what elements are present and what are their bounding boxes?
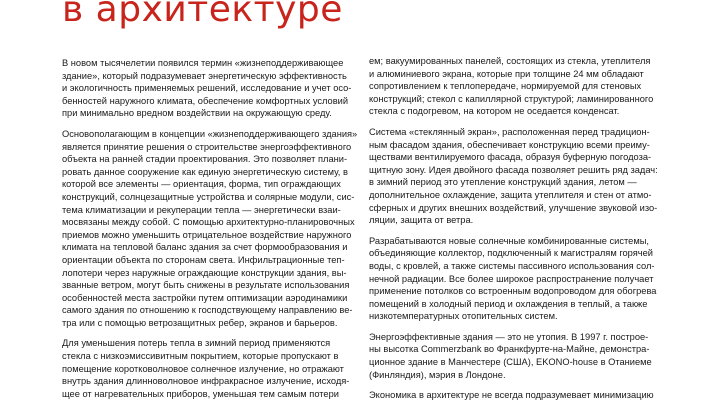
text-line: конструкций, солнцезащитные устройства и солярные модули, сис- bbox=[62, 191, 355, 202]
text-line: самого здания по отношению к господствующему направлению ве- bbox=[62, 305, 353, 316]
text-line: особенностей места застройки путем оптимизации аэродинамики bbox=[62, 292, 348, 303]
text-line: Экономика в архитектуре не всегда подразумевает минимизацию bbox=[369, 390, 654, 401]
text-line: в зимний период это утепление конструкций здания, летом — bbox=[369, 177, 637, 188]
text-line: воды, с кровлей, а также системы пассивного использования сол- bbox=[369, 260, 655, 271]
text-line: стекла с подогревом, на котором не оседается конденсат. bbox=[369, 106, 620, 117]
text-line: ляции, защита от ветра. bbox=[369, 215, 474, 226]
text-line: при минимально вредном воздействии на окружающую среду. bbox=[62, 108, 332, 119]
text-line: бенностей наружного климата, обеспечение комфортных условий bbox=[62, 95, 349, 106]
text-line: является принятие решения о строительстве энергоэффективного bbox=[62, 141, 352, 152]
text-line: Для уменьшения потерь тепла в зимний период применяются bbox=[62, 338, 331, 349]
text-line: званные ветром, могут быть снижены в результате использования bbox=[62, 280, 350, 291]
text-line: лопотери через наружные ограждающие конструкции здания, вы- bbox=[62, 267, 347, 278]
paragraph bbox=[62, 337, 357, 400]
text-line: стекла с низкоэмиссивитным покрытием, которые пропускают в bbox=[62, 351, 339, 362]
paragraph bbox=[62, 57, 357, 120]
text-line: приемов можно уменьшить отрицательное воздействие наружного bbox=[62, 229, 352, 240]
paragraph bbox=[62, 128, 357, 330]
paragraph bbox=[369, 55, 664, 118]
text-line: климата на тепловой баланс здания за счет формообразования и bbox=[62, 242, 348, 253]
text-line: сферных и других внешних воздействий, улучшение звуковой изо- bbox=[369, 202, 658, 213]
text-line: здание», который подразумевает энергетическую эффективность bbox=[62, 70, 347, 81]
text-line: тема климатизации и рекуперации тепла — энергетически взаи- bbox=[62, 204, 341, 215]
text-line: щитную зону. Идея двойного фасада позволяет решить ряд задач: bbox=[369, 164, 658, 175]
text-line: ровать данное сооружение как единую энергетическую систему, в bbox=[62, 166, 348, 177]
text-line: щее от нагревательных приборов, уменьшая тем самым потери bbox=[62, 388, 339, 399]
text-line: конструкций; стекол с капиллярной структурой; ламинированного bbox=[369, 93, 654, 104]
text-line: объединяющие коллектор, подключенный к магистралям горячей bbox=[369, 248, 653, 259]
text-line: ционное здание в Манчестере (США), EKONO-house в Отаниеме bbox=[369, 357, 652, 368]
text-line: В новом тысячелетии появился термин «жизнеподдерживающее bbox=[62, 58, 344, 68]
text-line: нечной радиации. Все более широкое распространение получает bbox=[369, 273, 654, 284]
text-line: объекта на ранней стадии проектирования. Это позволяет плани- bbox=[62, 154, 348, 165]
right-column bbox=[369, 55, 664, 410]
text-line: (Финляндия), мэрия в Лондоне. bbox=[369, 369, 506, 380]
text-line: ным фасадом здания, обеспечивает конструкцию всеми преиму- bbox=[369, 139, 650, 150]
text-line: ны высотка Commerzbank во Франкфурте-на-Майне, демонстра- bbox=[369, 344, 650, 355]
text-line: дополнительное охлаждение, защита утеплителя и стен от атмо- bbox=[369, 189, 652, 200]
page-title: в архитектуре bbox=[62, 0, 343, 30]
text-line: ориентации объекта по сторонам света. Инфильтрационные теп- bbox=[62, 254, 345, 265]
text-line: ществами вентилируемого фасада, образуя буферную погодоза- bbox=[369, 152, 652, 163]
text-line: помещений в холодный период и охлаждения в теплый, а также bbox=[369, 298, 648, 309]
text-line: помещение коротковолновое солнечное излучение, но отражают bbox=[62, 363, 344, 374]
text-line: низкотемпературных отопительных систем. bbox=[369, 311, 558, 322]
text-line: Разрабатываются новые солнечные комбинированные системы, bbox=[369, 235, 649, 246]
text-line: внутрь здания длинноволновое инфракрасное излучение, исходя- bbox=[62, 376, 350, 387]
paragraph bbox=[369, 235, 664, 323]
text-line: Энергоэффективные здания — это не утопия. В 1997 г. построе- bbox=[369, 331, 649, 342]
text-line: применение потолков со встроенным водопроводом для обогрева bbox=[369, 286, 657, 297]
text-line: мосвязаны между собой. С помощью архитектурно-планировочных bbox=[62, 217, 355, 228]
text-line: ем; вакуумированных панелей, состоящих из стекла, утеплителя bbox=[369, 56, 651, 66]
text-line: Система «стеклянный экран», расположенная перед традицион- bbox=[369, 126, 650, 137]
text-line: которой все элементы — ориентация, форма, тип ограждающих bbox=[62, 179, 341, 190]
text-line: сопротивлением к теплопередаче, нормируемой для стеновых bbox=[369, 81, 642, 92]
text-line: и алюминиевого экрана, которые при толщине 24 мм обладают bbox=[369, 68, 644, 79]
paragraph bbox=[369, 331, 664, 381]
left-column bbox=[62, 57, 357, 408]
text-line: Основополагающим в концепции «жизнеподдерживающего здания» bbox=[62, 128, 358, 139]
text-line: тра или с помощью ветрозащитных ребер, экранов и барьеров. bbox=[62, 317, 338, 328]
paragraph bbox=[369, 126, 664, 227]
text-line: и экологичность применяемых решений, исследование и учет осо- bbox=[62, 83, 352, 94]
